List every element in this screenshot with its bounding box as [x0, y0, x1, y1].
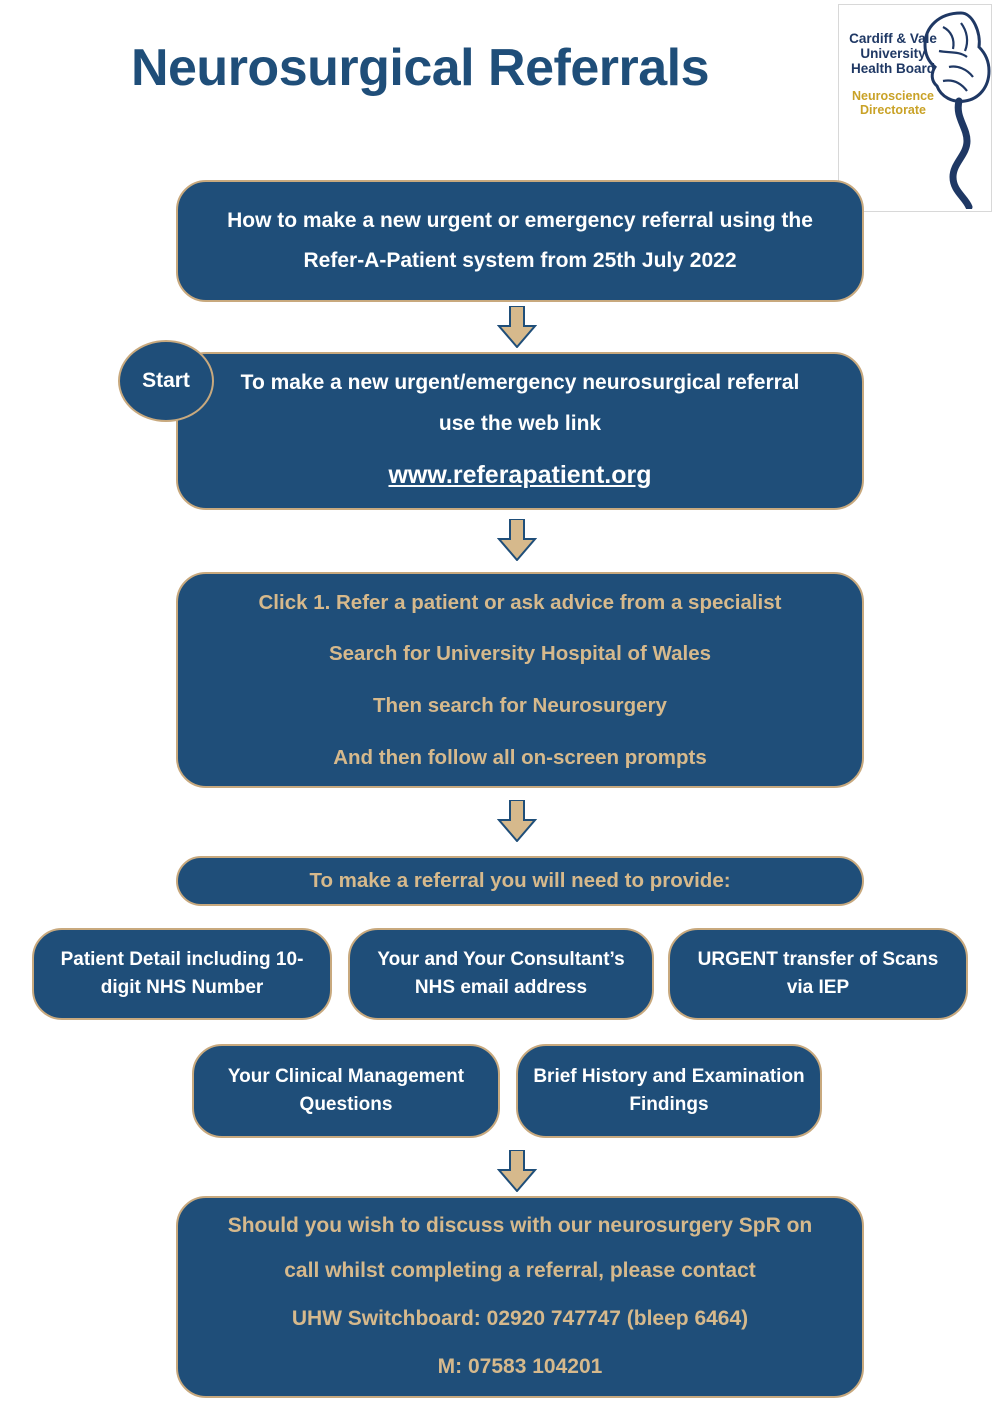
logo-line-1: Cardiff & Vale: [849, 31, 937, 46]
referapatient-link[interactable]: www.referapatient.org: [388, 461, 652, 490]
requirement-item: [192, 1044, 500, 1138]
arrow-down-icon: [497, 1150, 537, 1192]
arrow-down-icon: [497, 519, 537, 561]
contact-box: [176, 1196, 864, 1398]
intro-date: 25th July 2022: [592, 249, 737, 272]
instructions-line-3: Then search for Neurosurgery: [373, 694, 667, 717]
contact-line-2: call whilst completing a referral, please contact: [284, 1258, 756, 1282]
instructions-line-1: Click 1. Refer a patient or ask advice from a specialist: [258, 590, 782, 614]
requirement-label: Your Clinical Management Questions: [227, 1066, 465, 1115]
start-badge: Start: [118, 340, 214, 422]
cardiff-vale-health-board-logo: [838, 4, 992, 212]
requirements-header: To make a referral you will need to provide:: [309, 869, 731, 893]
intro-line-1: How to make a new urgent or emergency referral using the: [227, 208, 813, 232]
requirement-label: Patient Detail including 10-digit NHS Number: [60, 949, 304, 998]
requirement-label: Your and Your Consultant’s NHS email address: [377, 949, 625, 998]
logo-line-2: University: [860, 46, 926, 61]
instructions-box: [176, 572, 864, 788]
requirement-item: [668, 928, 968, 1020]
requirement-item: [516, 1044, 822, 1138]
requirement-item: [348, 928, 654, 1020]
intro-box: [176, 180, 864, 302]
requirement-item: [32, 928, 332, 1020]
logo-line-3: Health Board: [850, 61, 935, 76]
arrow-down-icon: [497, 800, 537, 842]
contact-line-4: M: 07583 104201: [437, 1355, 603, 1379]
logo-sub-1: Neuroscience: [852, 89, 934, 103]
arrow-down-icon: [497, 306, 537, 348]
logo-sub-2: Directorate: [860, 103, 926, 117]
intro-line-2-a: Refer-A-Patient system from: [303, 249, 593, 272]
weblink-link-wrap: [374, 457, 665, 493]
weblink-line-1: To make a new urgent/emergency neurosurgical referral: [240, 371, 800, 395]
brain-spine-icon: [909, 5, 992, 209]
requirement-label: URGENT transfer of Scans via IEP: [697, 949, 939, 998]
instructions-line-2: Search for University Hospital of Wales: [328, 642, 711, 666]
requirement-label: Brief History and Examination Findings: [533, 1066, 805, 1115]
page-title: Neurosurgical Referrals: [130, 39, 710, 97]
instructions-line-4: And then follow all on-screen prompts: [333, 745, 707, 769]
intro-line-2: [290, 246, 751, 276]
weblink-line-2: use the web link: [438, 411, 602, 435]
weblink-box: [176, 352, 864, 510]
contact-line-1: Should you wish to discuss with our neurosurgery SpR on: [227, 1214, 813, 1238]
requirements-header-box: [176, 856, 864, 906]
contact-line-3: UHW Switchboard: 02920 747747 (bleep 6464): [291, 1307, 749, 1330]
